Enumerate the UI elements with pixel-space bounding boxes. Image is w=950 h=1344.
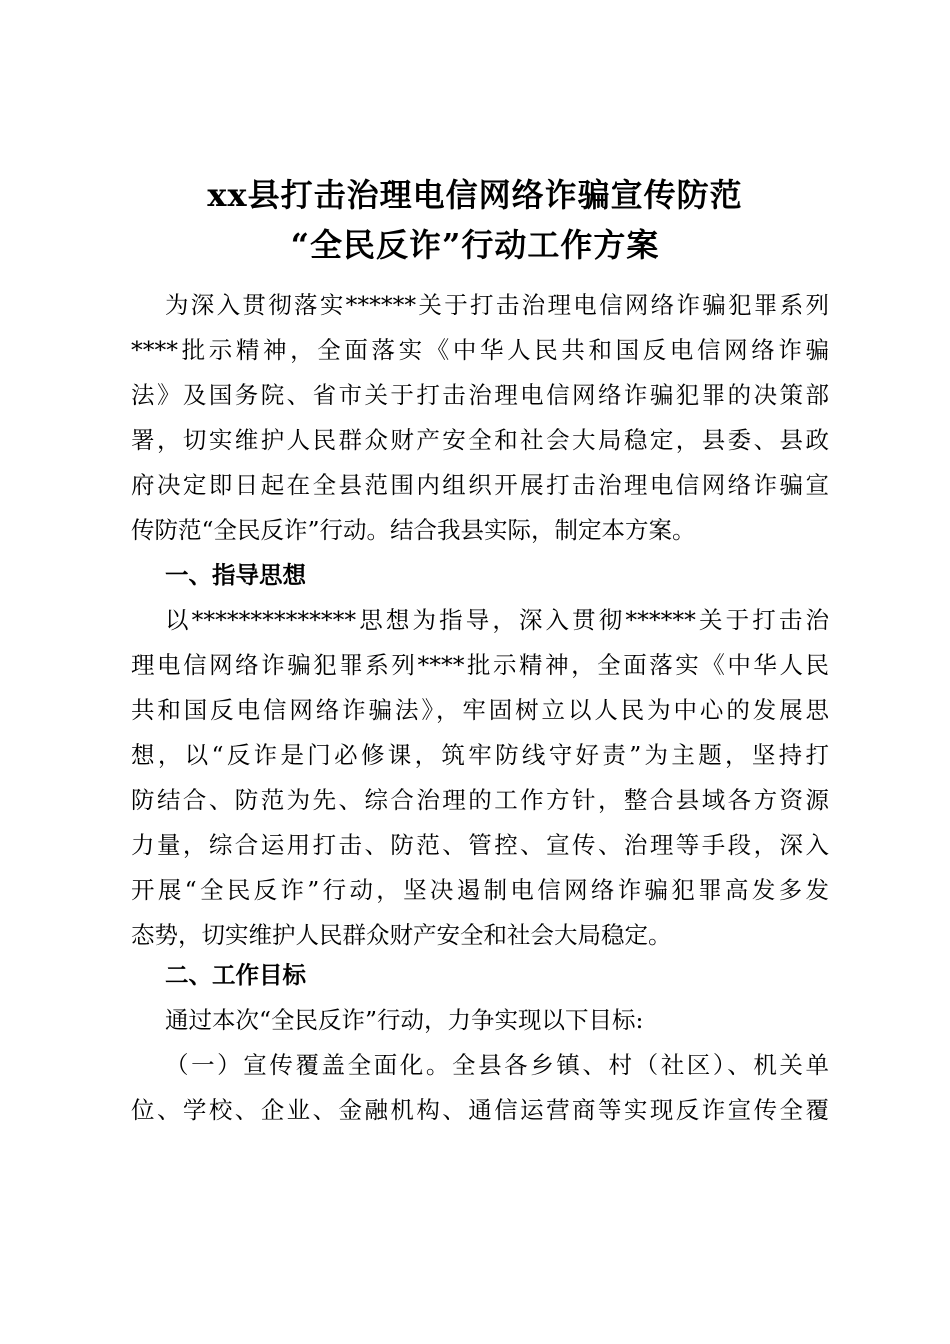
section-heading-work-goals: 二、工作目标 <box>165 961 306 989</box>
para2-line: 开展“全民反诈”行动，坚决遏制电信网络诈骗犯罪高发多发 <box>131 876 829 904</box>
para2-line: 力量，综合运用打击、防范、管控、宣传、治理等手段，深入 <box>131 831 829 859</box>
section-heading-guiding-thought: 一、指导思想 <box>165 561 306 589</box>
para2-line: 理电信网络诈骗犯罪系列****批示精神，全面落实《中华人民 <box>131 651 829 679</box>
para4-line: 位、学校、企业、金融机构、通信运营商等实现反诈宣传全覆 <box>131 1096 829 1124</box>
para2-line: 态势，切实维护人民群众财产安全和社会大局稳定。 <box>131 921 672 949</box>
document-title-line-2: “全民反诈”行动工作方案 <box>290 226 660 264</box>
para4-line: （一）宣传覆盖全面化。全县各乡镇、村（社区）、机关单 <box>165 1051 829 1079</box>
para1-line: 署，切实维护人民群众财产安全和社会大局稳定，县委、县政 <box>131 426 829 454</box>
para3-line: 通过本次“全民反诈”行动，力争实现以下目标: <box>165 1006 644 1034</box>
document-title-line-1: xx县打击治理电信网络诈骗宣传防范 <box>207 176 743 214</box>
para2-line: 想，以“反诈是门必修课，筑牢防线守好责”为主题，坚持打 <box>131 741 829 769</box>
para2-line: 以**************思想为指导，深入贯彻******关于打击治 <box>165 606 829 634</box>
para1-line: 为深入贯彻落实******关于打击治理电信网络诈骗犯罪系列 <box>165 291 829 319</box>
para2-line: 共和国反电信网络诈骗法》，牢固树立以人民为中心的发展思 <box>131 696 829 724</box>
para1-line: ****批示精神，全面落实《中华人民共和国反电信网络诈骗 <box>131 336 829 364</box>
para2-line: 防结合、防范为先、综合治理的工作方针，整合县域各方资源 <box>131 786 829 814</box>
para1-line: 法》及国务院、省市关于打击治理电信网络诈骗犯罪的决策部 <box>131 381 829 409</box>
para1-line: 传防范“全民反诈”行动。结合我县实际，制定本方案。 <box>131 516 696 544</box>
para1-line: 府决定即日起在全县范围内组织开展打击治理电信网络诈骗宣 <box>131 471 829 499</box>
